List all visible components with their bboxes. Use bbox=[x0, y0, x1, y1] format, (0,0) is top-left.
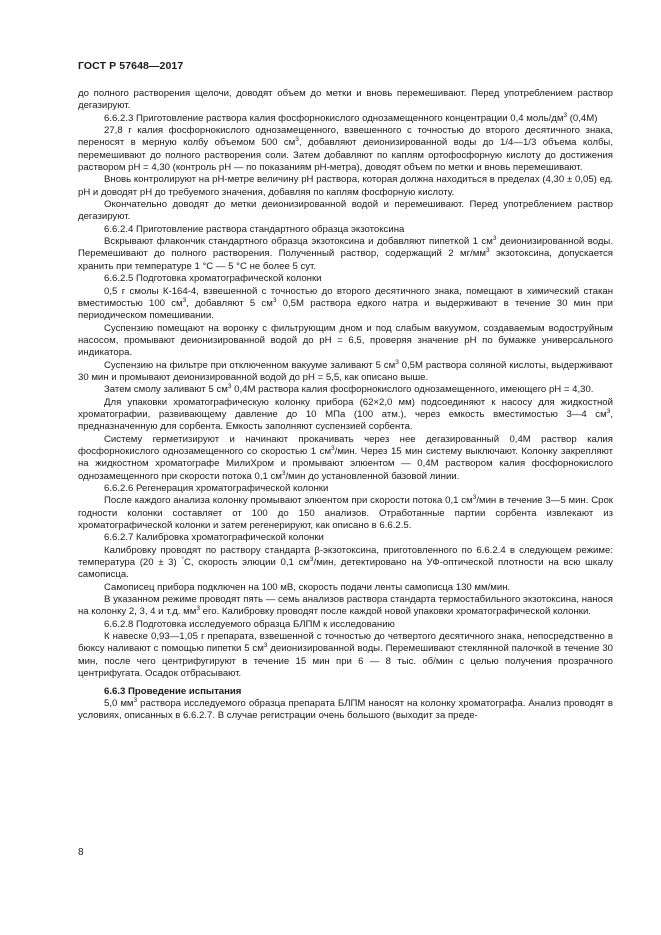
superscript: 3 bbox=[182, 296, 187, 304]
paragraph bbox=[78, 199, 613, 224]
superscript: 3 bbox=[395, 358, 399, 366]
paragraph bbox=[78, 698, 613, 723]
superscript: 3 bbox=[272, 296, 277, 304]
text-run: Окончательно доводят до метки деионизированной водой и перемешивают. Перед употреблением раствор дегазируют. bbox=[78, 199, 613, 223]
text-run: раствора исследуемого образца препарата БЛПМ наносят на колонку хроматографа. Анализ проводят в условиях, описанных в 6.6.2.7. В случае регистрации очень большого (выходит за преде- bbox=[78, 697, 613, 722]
superscript: 3 bbox=[606, 407, 611, 415]
paragraph bbox=[78, 434, 613, 483]
text-run: , предназначенную для сорбента. Емкость заполняют суспензией сорбента. bbox=[78, 408, 613, 433]
superscript: 3 bbox=[295, 136, 299, 144]
text-run: Затем смолу заливают 5 см bbox=[104, 384, 228, 396]
text-run: 0,5М раствора едкого натра и выдерживают в течение 30 мин при периодическом помешивании. bbox=[78, 297, 613, 322]
superscript: 3 bbox=[133, 696, 138, 704]
paragraph bbox=[78, 594, 613, 619]
paragraph bbox=[78, 113, 613, 125]
paragraph bbox=[78, 545, 613, 582]
superscript: 3 bbox=[281, 469, 286, 477]
text-run: 0,5 г смолы К-164-4, взвешенной с точностью до второго десятичного знака, помещают в химический стакан вместимостью 100 см bbox=[78, 285, 613, 309]
paragraph bbox=[78, 125, 613, 174]
paragraph bbox=[78, 323, 613, 360]
paragraph bbox=[78, 532, 613, 544]
text-run: Самописец прибора подключен на 100 мВ, скорость подачи ленты самописца 130 мм/мин. bbox=[104, 581, 511, 593]
superscript: 3 bbox=[309, 555, 314, 563]
text-run: /мин. Через 15 мин систему выключают. Колонку закрепляют на жидкостном хроматографе МилиХром и промывают элюентом — 0,4М раствором калия фосфорнокислого однозамещенного при скорости потока 0,1 см bbox=[78, 445, 613, 482]
text-run: 6.6.2.7 Калибровка хроматографической колонки bbox=[104, 532, 324, 544]
text-run: , добавляют деионизированной воды до 1/4—1/3 объема колбы, перемешивают до полного растворения соли. Затем добавляют по каплям ортофосфорную кислоту до достижения раствором pH = 4,30 (контроль pH — по показаниям pH-метра), доводят объем по метки и вновь перемешивают. bbox=[78, 137, 613, 174]
superscript: ° bbox=[181, 555, 184, 563]
superscript: 3 bbox=[227, 383, 232, 391]
text-run: 6.6.2.3 Приготовление раствора калия фосфорнокислого однозамещенного концентрации 0,4 моль/дм bbox=[104, 112, 564, 124]
text-run: 6.6.2.8 Подготовка исследуемого образца БЛПМ к исследованию bbox=[104, 618, 395, 630]
text-run: /мин, детектировано на УФ-оптической плотности на всю шкалу самописца. bbox=[78, 557, 613, 581]
paragraph bbox=[78, 397, 613, 434]
paragraph bbox=[78, 495, 613, 532]
text-run: /мин до установленной базовой линии. bbox=[285, 470, 460, 482]
paragraph bbox=[78, 631, 613, 680]
text-run: Систему герметизируют и начинают прокачивать через нее дегазированный 0,4М раствор калия фосфорнокислого однозамещенного со скоростью 1 см bbox=[78, 433, 613, 457]
document-body bbox=[78, 88, 613, 723]
paragraph bbox=[78, 619, 613, 631]
text-run: до полного растворения щелочи, доводят объем до метки и вновь перемешивают. Перед употреблением раствор дегазируют. bbox=[78, 88, 613, 112]
text-run: 6.6.3 Проведение испытания bbox=[104, 685, 242, 697]
text-run: экзотоксина, допускается хранить при температуре 1 °С — 5 °С не более 5 сут. bbox=[78, 248, 613, 272]
paragraph bbox=[78, 286, 613, 323]
superscript: 3 bbox=[485, 247, 490, 255]
text-run: 27,8 г калия фосфорнокислого однозамещенного, взвешенного с точностью до второго десятичного знака, переносят в мерную колбу объемом 500 см bbox=[78, 125, 613, 149]
superscript: 3 bbox=[563, 111, 568, 119]
text-run: 6.6.2.4 Приготовление раствора стандартного образца экзотоксина bbox=[104, 223, 405, 235]
text-run: деионизированной воды. Перемешивают стеклянной палочкой в течение 30 мин, после чего центрифугируют в течение 15 мин при 6 — 8 тыс. об/мин с целью получения прозрачного центрифугата. Осадок отбрасывают. bbox=[78, 643, 613, 680]
text-run: /мин в течение 3—5 мин. Срок годности колонки составляет от 100 до 150 анализов. Отработанные партии сорбента извлекают из хроматографической колонки и затем регенерируют, как описано в 6.6.2.5. bbox=[78, 495, 613, 532]
text-run: его. Калибровку проводят после каждой новой упаковки хроматографической колонки. bbox=[199, 606, 591, 618]
text-run: деионизированной воды. Перемешивают до полного растворения. Полученный раствор, содержащий 2 мг/мм bbox=[78, 236, 613, 260]
paragraph bbox=[78, 483, 613, 495]
text-run: Вновь контролируют на pH-метре величину pH раствора, которая должна находиться в пределах (4,30 ± 0,05) ед. pH и доводят pH до требуемого значения, добавляя по каплям фосфорную кислоту. bbox=[78, 174, 613, 198]
text-run: Суспензию помещают на воронку с фильтрующим дном и под слабым вакуумом, создаваемым водоструйным насосом, промывают деионизированной водой до pH = 6,5, проверяя значение pH по бумажке универсального индикатора. bbox=[78, 322, 613, 359]
text-run: 6.6.2.5 Подготовка хроматографической колонки bbox=[104, 273, 322, 285]
text-run: К навеске 0,93—1,05 г препарата, взвешенной с точностью до четвертого десятичного знака, непосредственно в бюксу наливают с помощью пипетки 5 см bbox=[78, 631, 613, 655]
text-run: В указанном режиме проводят пять — семь анализов раствора стандарта термостабильного экзотоксина, нанося на колонку 2, 3, 4 и т.д. мм bbox=[78, 594, 613, 618]
paragraph bbox=[78, 224, 613, 236]
paragraph bbox=[78, 174, 613, 199]
superscript: 3 bbox=[196, 605, 200, 613]
text-run: Вскрывают флакончик стандартного образца экзотоксина и добавляют пипеткой 1 см bbox=[104, 236, 493, 248]
text-run: С, скорость элюции 0,1 см bbox=[183, 557, 310, 569]
text-run: Для упаковки хроматографическую колонку прибора (62×2,0 мм) подсоединяют к насосу для жидкостной хроматографии, развивающему давление до 10 МПа (100 атм.), через емкость вместимостью 3—4 см bbox=[78, 396, 613, 420]
text-run: Суспензию на фильтре при отключенном вакууме заливают 5 см bbox=[104, 359, 396, 371]
paragraph bbox=[78, 88, 613, 113]
text-run: 0,4М раствора калия фосфорнокислого однозамещенного, имеющего pH = 4,30. bbox=[231, 384, 594, 396]
paragraph bbox=[78, 384, 613, 396]
text-run: , добавляют 5 см bbox=[186, 297, 273, 309]
superscript: 3 bbox=[331, 444, 335, 452]
paragraph bbox=[78, 236, 613, 273]
paragraph bbox=[78, 582, 613, 594]
text-run: (0,4М) bbox=[567, 112, 598, 124]
superscript: 3 bbox=[492, 234, 497, 242]
text-run: 5,0 мм bbox=[104, 697, 134, 709]
page-number: 8 bbox=[78, 847, 84, 858]
paragraph bbox=[78, 360, 613, 385]
text-run: После каждого анализа колонку промывают элюентом при скорости потока 0,1 см bbox=[104, 495, 473, 507]
superscript: 3 bbox=[263, 642, 268, 650]
text-run: 0,5М раствора соляной кислоты, выдерживают 30 мин и промывают деионизированной водой до pH = 5,5, как описано выше. bbox=[78, 359, 613, 383]
text-run: Калибровку проводят по раствору стандарта β-экзотоксина, приготовленного по 6.6.2.4 в следующем режиме: температура (20 ± 3) bbox=[78, 544, 613, 569]
paragraph bbox=[78, 273, 613, 285]
document-header: ГОСТ Р 57648—2017 bbox=[78, 60, 184, 72]
superscript: 3 bbox=[472, 494, 477, 502]
section-heading bbox=[78, 686, 613, 698]
text-run: 6.6.2.6 Регенерация хроматографической колонки bbox=[104, 483, 329, 494]
